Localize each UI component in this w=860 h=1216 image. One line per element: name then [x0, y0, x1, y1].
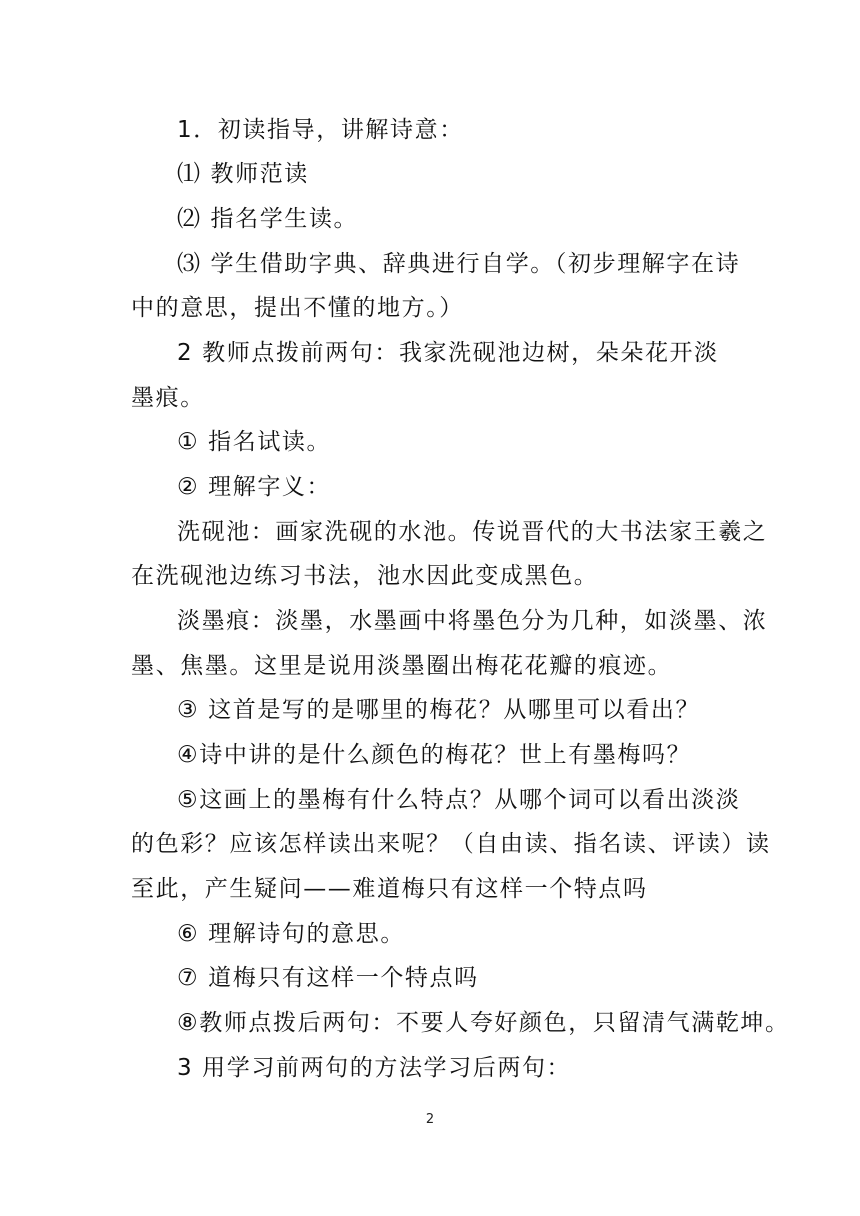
text-line: 1．初读指导，讲解诗意： — [177, 117, 464, 143]
text-line: ⑤这画上的墨梅有什么特点？从哪个词可以看出淡淡 — [177, 787, 741, 813]
text-line: 3 用学习前两句的方法学习后两句： — [177, 1055, 572, 1081]
text-line: ② 理解字义： — [177, 474, 332, 500]
text-line: 洗砚池：画家洗砚的水池。传说晋代的大书法家王羲之 — [177, 519, 768, 545]
text-line: ③ 这首是写的是哪里的梅花？从哪里可以看出？ — [177, 697, 701, 723]
text-line: ④诗中讲的是什么颜色的梅花？世上有墨梅吗？ — [177, 742, 692, 768]
text-line: ⑦ 道梅只有这样一个特点吗 — [177, 965, 479, 991]
text-line: ⑶ 学生借助字典、辞典进行自学。（初步理解字在诗 — [177, 251, 741, 277]
text-line: ⑧教师点拨后两句：不要人夸好颜色，只留清气满乾坤。 — [177, 1010, 790, 1036]
text-line: 墨痕。 — [131, 385, 205, 411]
text-line: ⑴ 教师范读 — [177, 161, 309, 187]
text-line: 中的意思，提出不懂的地方。） — [131, 295, 464, 321]
text-line: 淡墨痕：淡墨，水墨画中将墨色分为几种，如淡墨、浓 — [177, 608, 768, 634]
text-line: 的色彩？应该怎样读出来呢？（自由读、指名读、评读）读 — [131, 831, 771, 857]
text-line: ⑥ 理解诗句的意思。 — [177, 921, 405, 947]
text-line: 2 教师点拨前两句：我家洗砚池边树，朵朵花开淡 — [177, 340, 719, 366]
text-line: 至此，产生疑问——难道梅只有这样一个特点吗 — [131, 876, 648, 902]
text-line: 在洗砚池边练习书法，池水因此变成黑色。 — [131, 563, 599, 589]
text-line: ⑵ 指名学生读。 — [177, 206, 359, 232]
page-number: 2 — [425, 1112, 435, 1127]
text-line: ① 指名试读。 — [177, 429, 332, 455]
text-line: 墨、焦墨。这里是说用淡墨圈出梅花花瓣的痕迹。 — [131, 653, 673, 679]
